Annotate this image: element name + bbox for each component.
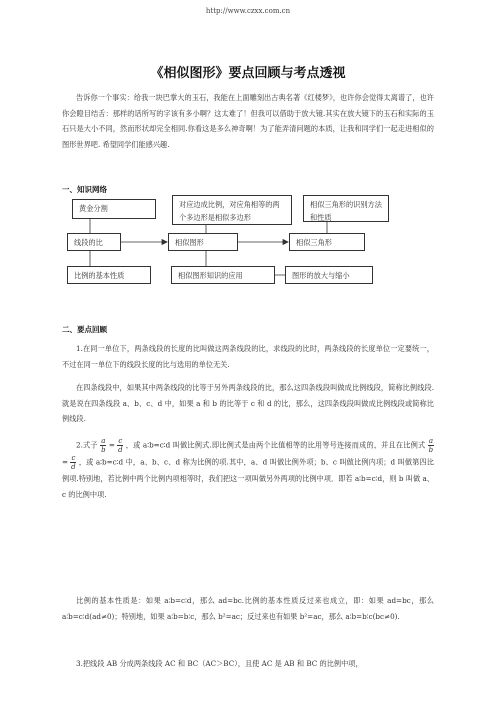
intro-paragraph: 告诉你一个事实：给我一块巴掌大的玉石，我能在上面雕刻出古典名著《红楼梦》，也许你会觉得太离谱了，也许你会瞪目结舌：那样的话所写的字该有多小啊？这太难了！但我可以借助于放大镜.其实在放大镜下的玉石和实际的玉石只是大小不同，然而形状却完全相同.你看这是多么神奇啊！为了能弄清问题的本质，让我和同学们一起走进相似的图形世界吧. 希望同学们能感兴趣. [62,93,434,149]
frac-denominator-b: b [101,446,106,454]
fraction-c-over-d [117,437,123,454]
point-2-middle: ，或 a∶b=c∶d 叫做比例式.即比例式是由两个比值相等的比用等号连接而成的，并且在比例式 [125,440,426,450]
node-similar-triangles: 相似三角形 [289,233,365,251]
arrowhead-figures [162,240,167,245]
arrowhead-triangles [283,240,288,245]
fraction-a-over-b [100,437,106,454]
frac2-numerator-c: c [71,454,76,462]
section-heading-key-points: 二、要点回顾 [62,325,107,334]
frac-denominator-d: d [118,446,123,454]
node-triangle-methods: 相似三角形的识别方法和性质 [303,195,389,222]
point-1-continued-paragraph: 在四条线段中，如果其中两条线段的比等于另外两条线段的比，那么这四条线段叫做成比例线段，简称比例线段.就是说在四条线段 a、b、c、d 中，如果 a 和 b 的比等于 c 和 d 的比，那么，这四条线段叫做成比例线段或简称比例线段. [62,383,434,424]
page-url[interactable]: http://www.czxx.com.cn [205,7,291,15]
point-3-paragraph: 3.把线段 AB 分成两条线段 AC 和 BC（AC＞BC），且使 AC 是 AB 和 BC 的比例中项， [76,659,363,668]
frac2-denominator-d: d [71,463,76,471]
frac2-numerator-a: a [428,437,433,445]
node-similar-polygon-definition: 对应边成比例，对应角相等的两个多边形是相似多边形 [172,195,292,225]
node-segment-ratio: 线段的比 [67,233,121,251]
point-2-lead: 2.式子 [76,440,98,450]
node-knowledge-application: 相似图形知识的应用 [171,266,275,284]
frac-numerator-c: c [118,437,123,445]
point-2-property-paragraph: 比例的基本性质是：如果 a∶b=c∶d，那么 ad=bc.比例的基本性质反过来也成立，即：如果 ad=bc，那么 a∶b=c∶d(ad≠0)；特别地，如果 a∶b=b∶c，那么 b²=ac；反过来也有如果 b²=ac，那么 a∶b=b∶c(bc≠0). [62,596,434,621]
node-golden-section: 黄金分割 [72,199,156,219]
fraction-c-over-d-2 [70,454,76,471]
node-proportion-property: 比例的基本性质 [67,266,151,284]
section-heading-knowledge-network: 一、知识网络 [62,185,107,194]
frac2-denominator-b: b [428,446,434,454]
document-title: 《相似图形》要点回顾与考点透视 [150,66,346,81]
point-1-paragraph: 1.在同一单位下，两条线段的长度的比叫做这两条线段的比，求线段的比时，两条线段的长度单位一定要统一，不过在同一单位下的线段长度的比与选用的单位无关. [62,344,434,369]
node-scaling: 图形的放大与缩小 [285,266,373,284]
point-2-paragraph: 2.式子 $\frac{a}{b}$ = $\frac{c}{d}$ ，或 a∶b=c∶d 叫做比例式.即比例式是由两个比值相等的比用等号连接而成的，并且在比例式 $\frac{a}{b}$ = $\frac{c}{d}$ ，或 a∶b=c∶d 中，a、b、c、d 称为比例的项.其中，a、d 叫做比例外项；b、c 叫做比例内项；d 叫做第四比例项.特别地，若比例中两个比例内项相等时，我们把这一项叫做另外两项的比例中项．即若 a∶b=c∶d，则 b 叫做 a、c 的比例中项. [62,437,434,499]
frac-numerator-a: a [101,437,106,445]
fraction-a-over-b-2 [428,437,434,454]
node-similar-figures: 相似图形 [168,233,238,251]
point-2-rest: ，或 a∶b=c∶d 中，a、b、c、d 称为比例的项.其中，a、d 叫做比例外项；b、c 叫做比例内项；d 叫做第四比例项.特别地，若比例中两个比例内项相等时，我们把这一项叫做另外两项的比例中项．即若 a∶b=c∶d，则 b 叫做 a、c 的比例中项. [62,457,434,499]
